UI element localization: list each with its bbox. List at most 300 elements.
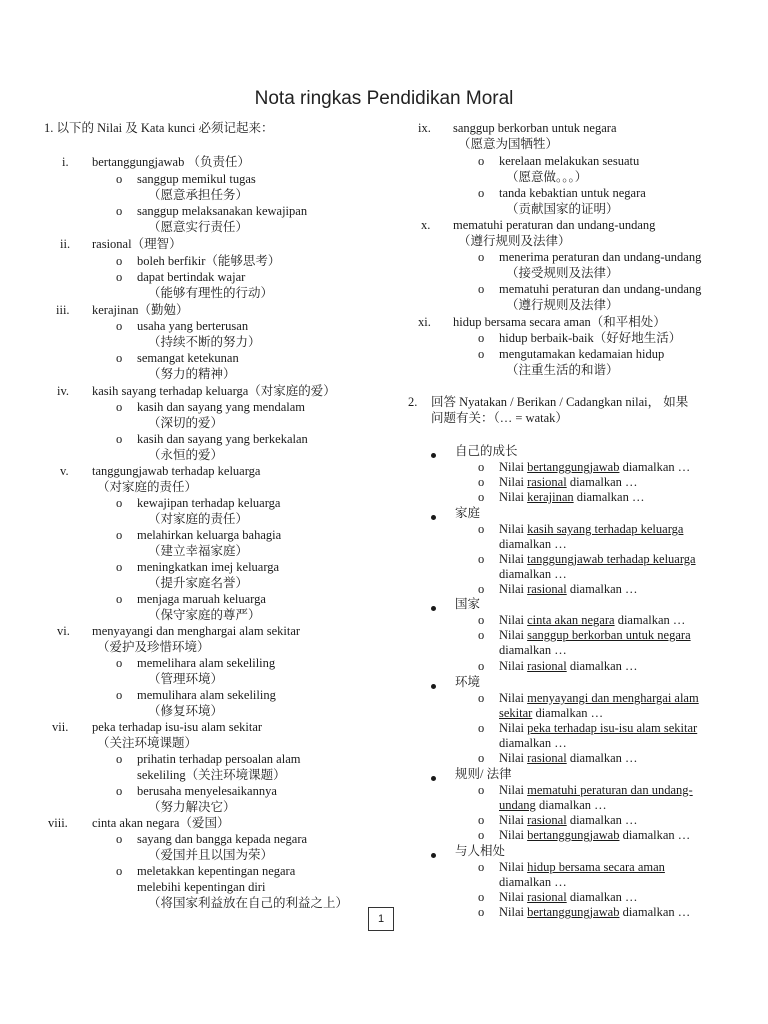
line-text: （管理环境）	[148, 672, 224, 686]
right-line	[499, 459, 690, 475]
right-line	[506, 265, 619, 281]
line-text: sayang dan bangga kepada negara	[137, 832, 308, 846]
left-line	[92, 154, 250, 170]
line-text: （贡献国家的证明）	[506, 202, 619, 216]
value-name: bertanggungjawab	[527, 905, 620, 919]
line-text: o	[116, 432, 123, 446]
line-text: Nilai	[499, 783, 528, 797]
line-text: o	[478, 552, 485, 566]
line-text: tanggungjawab terhadap keluarga	[92, 464, 261, 478]
line-text: meletakkan kepentingan negara	[137, 864, 296, 878]
line-text: x.	[421, 218, 431, 232]
line-text: o	[478, 860, 485, 874]
line-suffix: diamalkan …	[532, 706, 604, 720]
line-text: kasih dan sayang yang mendalam	[137, 400, 306, 414]
line-text: prihatin terhadap persoalan alam	[137, 752, 301, 766]
line-text: o	[478, 522, 485, 536]
left-line	[44, 120, 274, 136]
line-text: 环境	[455, 675, 481, 689]
line-text: o	[116, 656, 123, 670]
line-text: menjaga maruah keluarga	[137, 592, 266, 606]
right-line	[499, 874, 567, 890]
line-suffix: diamalkan …	[619, 828, 691, 842]
line-text: （能够有理性的行动）	[148, 286, 274, 300]
line-text: menyayangi dan menghargai alam sekitar	[92, 624, 301, 638]
line-text: sanggup melaksanakan kewajipan	[137, 204, 308, 218]
left-line	[60, 236, 70, 252]
right-line	[499, 612, 685, 628]
line-suffix: diamalkan …	[566, 751, 638, 765]
right-line	[499, 797, 607, 813]
right-line	[499, 750, 638, 766]
line-text: （持续不断的努力）	[148, 335, 261, 349]
left-line	[137, 863, 295, 879]
line-text: dapat bertindak wajar	[137, 270, 246, 284]
line-text: melebihi kepentingan diri	[137, 880, 266, 894]
line-text: ii.	[60, 237, 71, 251]
line-text: 家庭	[455, 506, 481, 520]
line-text: Nilai	[499, 813, 528, 827]
right-line	[499, 889, 638, 905]
value-name: rasional	[527, 659, 567, 673]
right-line	[478, 889, 484, 905]
line-text: boleh berfikir（能够思考）	[137, 254, 281, 268]
left-line	[148, 447, 223, 463]
left-line	[137, 318, 248, 334]
line-text: hidup berbaik-baik（好好地生活）	[499, 331, 682, 345]
line-text: （对家庭的责任）	[97, 480, 198, 494]
line-text: o	[478, 628, 485, 642]
line-text: o	[478, 154, 485, 168]
line-text: kerelaan melakukan sesuatu	[499, 154, 640, 168]
left-line	[92, 815, 229, 831]
line-suffix: diamalkan …	[619, 460, 691, 474]
right-line	[431, 394, 688, 410]
right-line	[499, 330, 681, 346]
left-line	[137, 399, 305, 415]
line-text: （注重生活的和谐）	[506, 363, 619, 377]
line-text: o	[116, 752, 123, 766]
right-line	[455, 596, 480, 612]
line-text: iii.	[56, 303, 70, 317]
line-text: （对家庭的责任）	[148, 512, 249, 526]
line-text: sekeliling（关注环境课题）	[137, 768, 286, 782]
right-line	[478, 153, 484, 169]
right-line	[478, 750, 484, 766]
right-line	[458, 233, 571, 249]
left-line	[148, 543, 248, 559]
line-text: （修复环境）	[148, 704, 224, 718]
line-text: diamalkan …	[499, 736, 567, 750]
line-text: ix.	[418, 121, 431, 135]
right-line	[499, 521, 683, 537]
line-text: o	[478, 475, 485, 489]
left-line	[148, 895, 348, 911]
line-text: mengutamakan kedamaian hidup	[499, 347, 665, 361]
line-text: o	[478, 659, 485, 673]
line-text: （遵行规则及法律）	[506, 298, 619, 312]
line-text: mematuhi peraturan dan undang-undang	[499, 282, 702, 296]
value-name: hidup bersama secara aman	[527, 860, 665, 874]
bullet-icon	[431, 684, 436, 689]
left-line	[148, 607, 261, 623]
left-line	[48, 815, 68, 831]
left-line	[137, 171, 256, 187]
line-text: o	[478, 751, 485, 765]
left-line	[148, 285, 273, 301]
right-line	[431, 410, 568, 426]
value-name: kasih sayang terhadap keluarga	[527, 522, 684, 536]
line-text: （关注环境课题）	[97, 736, 198, 750]
right-line	[478, 474, 484, 490]
line-text: kerajinan（勤勉）	[92, 303, 189, 317]
line-text: o	[116, 172, 123, 186]
line-text: 自己的成长	[455, 444, 518, 458]
line-text: iv.	[57, 384, 70, 398]
line-text: o	[478, 490, 485, 504]
value-name: rasional	[527, 582, 567, 596]
right-line	[499, 474, 638, 490]
line-text: 规则/ 法律	[455, 767, 512, 781]
left-line	[57, 623, 70, 639]
line-text: tanda kebaktian untuk negara	[499, 186, 646, 200]
right-line	[478, 827, 484, 843]
left-line	[116, 751, 122, 767]
left-line	[116, 831, 122, 847]
line-text: o	[478, 250, 485, 264]
line-text: diamalkan …	[499, 567, 567, 581]
line-text: Nilai	[499, 628, 528, 642]
right-line	[499, 581, 638, 597]
line-text: o	[116, 400, 123, 414]
right-line	[499, 536, 567, 552]
right-line	[499, 720, 697, 736]
line-text: melahirkan keluarga bahagia	[137, 528, 282, 542]
line-text: o	[116, 528, 123, 542]
right-line	[478, 346, 484, 362]
line-text: o	[116, 688, 123, 702]
left-line	[137, 495, 280, 511]
right-line	[478, 249, 484, 265]
line-text: o	[116, 832, 123, 846]
value-name: bertanggungjawab	[527, 828, 620, 842]
line-suffix: diamalkan …	[573, 490, 645, 504]
line-suffix: diamalkan …	[614, 613, 686, 627]
right-line	[455, 843, 505, 859]
left-line	[116, 203, 122, 219]
left-line	[137, 751, 300, 767]
line-text: o	[116, 319, 123, 333]
right-line	[478, 330, 484, 346]
line-text: Nilai	[499, 828, 528, 842]
line-text: o	[116, 254, 123, 268]
line-text: Nilai	[499, 582, 528, 596]
line-text: diamalkan …	[499, 643, 567, 657]
right-line	[499, 690, 699, 706]
right-line	[499, 705, 603, 721]
right-line	[453, 120, 617, 136]
line-text: Nilai	[499, 751, 528, 765]
right-line	[499, 642, 567, 658]
right-line	[499, 185, 646, 201]
line-text: （愿意为国牺牲）	[458, 137, 559, 151]
right-line	[455, 766, 512, 782]
line-text: （永恒的爱）	[148, 448, 224, 462]
line-text: o	[478, 783, 485, 797]
line-text: （保守家庭的尊严）	[148, 608, 261, 622]
right-line	[478, 782, 484, 798]
right-line	[458, 136, 558, 152]
right-line	[499, 489, 644, 505]
line-text: cinta akan negara（爱国）	[92, 816, 230, 830]
line-text: （爱护及珍惜环境）	[97, 640, 210, 654]
left-line	[116, 171, 122, 187]
left-line	[116, 318, 122, 334]
right-line	[499, 827, 690, 843]
line-text: 问题有关：（… = watak）	[431, 411, 568, 425]
right-line	[478, 281, 484, 297]
right-line	[499, 551, 696, 567]
line-text: xi.	[418, 315, 431, 329]
line-text: Nilai	[499, 613, 528, 627]
left-line	[137, 879, 265, 895]
line-text: o	[478, 813, 485, 827]
line-text: （将国家利益放在自己的利益之上）	[148, 896, 349, 910]
left-line	[116, 863, 122, 879]
line-text: Nilai	[499, 905, 528, 919]
left-line	[137, 655, 275, 671]
right-line	[499, 735, 567, 751]
line-text: kasih sayang terhadap keluarga（对家庭的爱）	[92, 384, 336, 398]
right-line	[499, 812, 638, 828]
right-line	[455, 443, 518, 459]
line-text: meningkatkan imej keluarga	[137, 560, 280, 574]
left-line	[116, 559, 122, 575]
left-line	[56, 302, 70, 318]
left-line	[137, 350, 239, 366]
line-text: （建立幸福家庭）	[148, 544, 249, 558]
line-text: （愿意实行责任）	[148, 220, 249, 234]
line-text: kewajipan terhadap keluarga	[137, 496, 281, 510]
line-suffix: diamalkan …	[566, 659, 638, 673]
right-line	[478, 690, 484, 706]
line-text: o	[478, 905, 485, 919]
line-text: o	[478, 691, 485, 705]
line-text: o	[116, 351, 123, 365]
line-suffix: diamalkan …	[566, 890, 638, 904]
line-text: Nilai	[499, 890, 528, 904]
right-line	[499, 153, 639, 169]
right-line	[478, 859, 484, 875]
right-line	[453, 314, 666, 330]
line-text: o	[478, 613, 485, 627]
right-line	[478, 185, 484, 201]
line-suffix: diamalkan …	[535, 798, 607, 812]
right-line	[478, 812, 484, 828]
right-line	[478, 489, 484, 505]
value-name: cinta akan negara	[527, 613, 615, 627]
right-line	[499, 658, 638, 674]
right-line	[478, 627, 484, 643]
right-line	[478, 581, 484, 597]
left-line	[116, 431, 122, 447]
left-line	[97, 639, 210, 655]
left-line	[116, 253, 122, 269]
line-text: o	[116, 270, 123, 284]
left-line	[148, 799, 236, 815]
line-text: i.	[62, 155, 69, 169]
line-text: （努力的精神）	[148, 367, 236, 381]
left-line	[148, 334, 261, 350]
line-text: vii.	[52, 720, 69, 734]
line-text: o	[116, 864, 123, 878]
left-line	[137, 687, 276, 703]
left-line	[92, 719, 262, 735]
right-line	[499, 782, 693, 798]
right-line	[499, 627, 691, 643]
value-name: rasional	[527, 475, 567, 489]
left-line	[62, 154, 69, 170]
line-text: diamalkan …	[499, 537, 567, 551]
right-line	[478, 720, 484, 736]
line-text: （提升家庭名誉）	[148, 576, 249, 590]
line-text: o	[478, 282, 485, 296]
right-line	[506, 201, 619, 217]
value-name: kerajinan	[527, 490, 574, 504]
line-text: memelihara alam sekeliling	[137, 656, 276, 670]
line-text: semangat ketekunan	[137, 351, 239, 365]
left-line	[116, 591, 122, 607]
left-line	[137, 767, 286, 783]
line-suffix: diamalkan …	[566, 813, 638, 827]
line-text: o	[478, 890, 485, 904]
line-text: o	[478, 828, 485, 842]
line-text: Nilai	[499, 659, 528, 673]
line-suffix: diamalkan …	[566, 475, 638, 489]
line-text: （愿意做。。。）	[506, 170, 588, 184]
bullet-icon	[431, 776, 436, 781]
bullet-icon	[431, 453, 436, 458]
page-number: 1	[368, 907, 394, 931]
right-line	[499, 281, 701, 297]
line-text: Nilai	[499, 460, 528, 474]
line-text: （努力解决它）	[148, 800, 236, 814]
line-text: o	[478, 186, 485, 200]
left-line	[97, 735, 197, 751]
line-text: o	[116, 496, 123, 510]
left-line	[148, 511, 248, 527]
value-name: sanggup berkorban untuk negara	[527, 628, 691, 642]
line-text: rasional（理智）	[92, 237, 182, 251]
left-line	[116, 527, 122, 543]
line-text: o	[478, 347, 485, 361]
line-text: Nilai	[499, 860, 528, 874]
left-line	[116, 687, 122, 703]
left-line	[148, 187, 248, 203]
left-line	[137, 253, 280, 269]
line-text: berusaha menyelesaikannya	[137, 784, 277, 798]
left-line	[57, 383, 69, 399]
line-text: Nilai	[499, 522, 528, 536]
right-line	[478, 521, 484, 537]
left-line	[116, 350, 122, 366]
right-line	[499, 346, 664, 362]
value-name: rasional	[527, 813, 567, 827]
page-title: Nota ringkas Pendidikan Moral	[254, 88, 514, 109]
left-line	[116, 783, 122, 799]
left-line	[148, 366, 236, 382]
right-line	[499, 566, 567, 582]
right-line	[506, 362, 619, 378]
value-name: undang	[499, 798, 536, 812]
line-text: 与人相处	[455, 844, 506, 858]
line-text: 2.	[408, 395, 418, 409]
line-text: o	[116, 784, 123, 798]
right-line	[506, 297, 619, 313]
value-name: sekitar	[499, 706, 533, 720]
left-line	[116, 495, 122, 511]
left-line	[137, 591, 266, 607]
line-suffix: diamalkan …	[566, 582, 638, 596]
right-line	[453, 217, 655, 233]
value-name: menyayangi dan menghargai alam	[527, 691, 699, 705]
line-text: o	[478, 331, 485, 345]
line-suffix: diamalkan …	[619, 905, 691, 919]
left-line	[148, 415, 223, 431]
value-name: tanggungjawab terhadap keluarga	[527, 552, 696, 566]
line-text: memulihara alam sekeliling	[137, 688, 276, 702]
line-text: diamalkan …	[499, 875, 567, 889]
line-text: （遵行规则及法律）	[458, 234, 571, 248]
line-text: （深切的爱）	[148, 416, 224, 430]
line-text: （爱国并且以国为荣）	[148, 848, 274, 862]
left-line	[92, 463, 260, 479]
left-line	[148, 703, 223, 719]
left-line	[137, 559, 279, 575]
left-line	[60, 463, 69, 479]
right-line	[499, 249, 701, 265]
line-text: sanggup berkorban untuk negara	[453, 121, 617, 135]
right-line	[478, 658, 484, 674]
line-text: o	[478, 721, 485, 735]
line-text: o	[116, 592, 123, 606]
line-text: o	[478, 582, 485, 596]
line-text: mematuhi peraturan dan undang-undang	[453, 218, 656, 232]
line-text: Nilai	[499, 691, 528, 705]
left-line	[92, 236, 182, 252]
left-line	[137, 269, 245, 285]
line-text: 1. 以下的 Nilai 及 Kata kunci 必须记起来：	[44, 121, 274, 135]
right-line	[478, 551, 484, 567]
left-line	[148, 671, 223, 687]
value-name: peka terhadap isu-isu alam sekitar	[527, 721, 698, 735]
right-line	[418, 120, 431, 136]
line-text: kasih dan sayang yang berkekalan	[137, 432, 308, 446]
right-line	[478, 904, 484, 920]
line-text: vi.	[57, 624, 70, 638]
value-name: mematuhi peraturan dan undang-	[527, 783, 693, 797]
right-line	[418, 314, 431, 330]
line-text: viii.	[48, 816, 68, 830]
left-line	[137, 831, 307, 847]
left-line	[137, 527, 281, 543]
line-text: usaha yang berterusan	[137, 319, 249, 333]
right-line	[478, 612, 484, 628]
left-line	[116, 655, 122, 671]
right-line	[499, 904, 690, 920]
line-text: Nilai	[499, 475, 528, 489]
line-text: （接受规则及法律）	[506, 266, 619, 280]
